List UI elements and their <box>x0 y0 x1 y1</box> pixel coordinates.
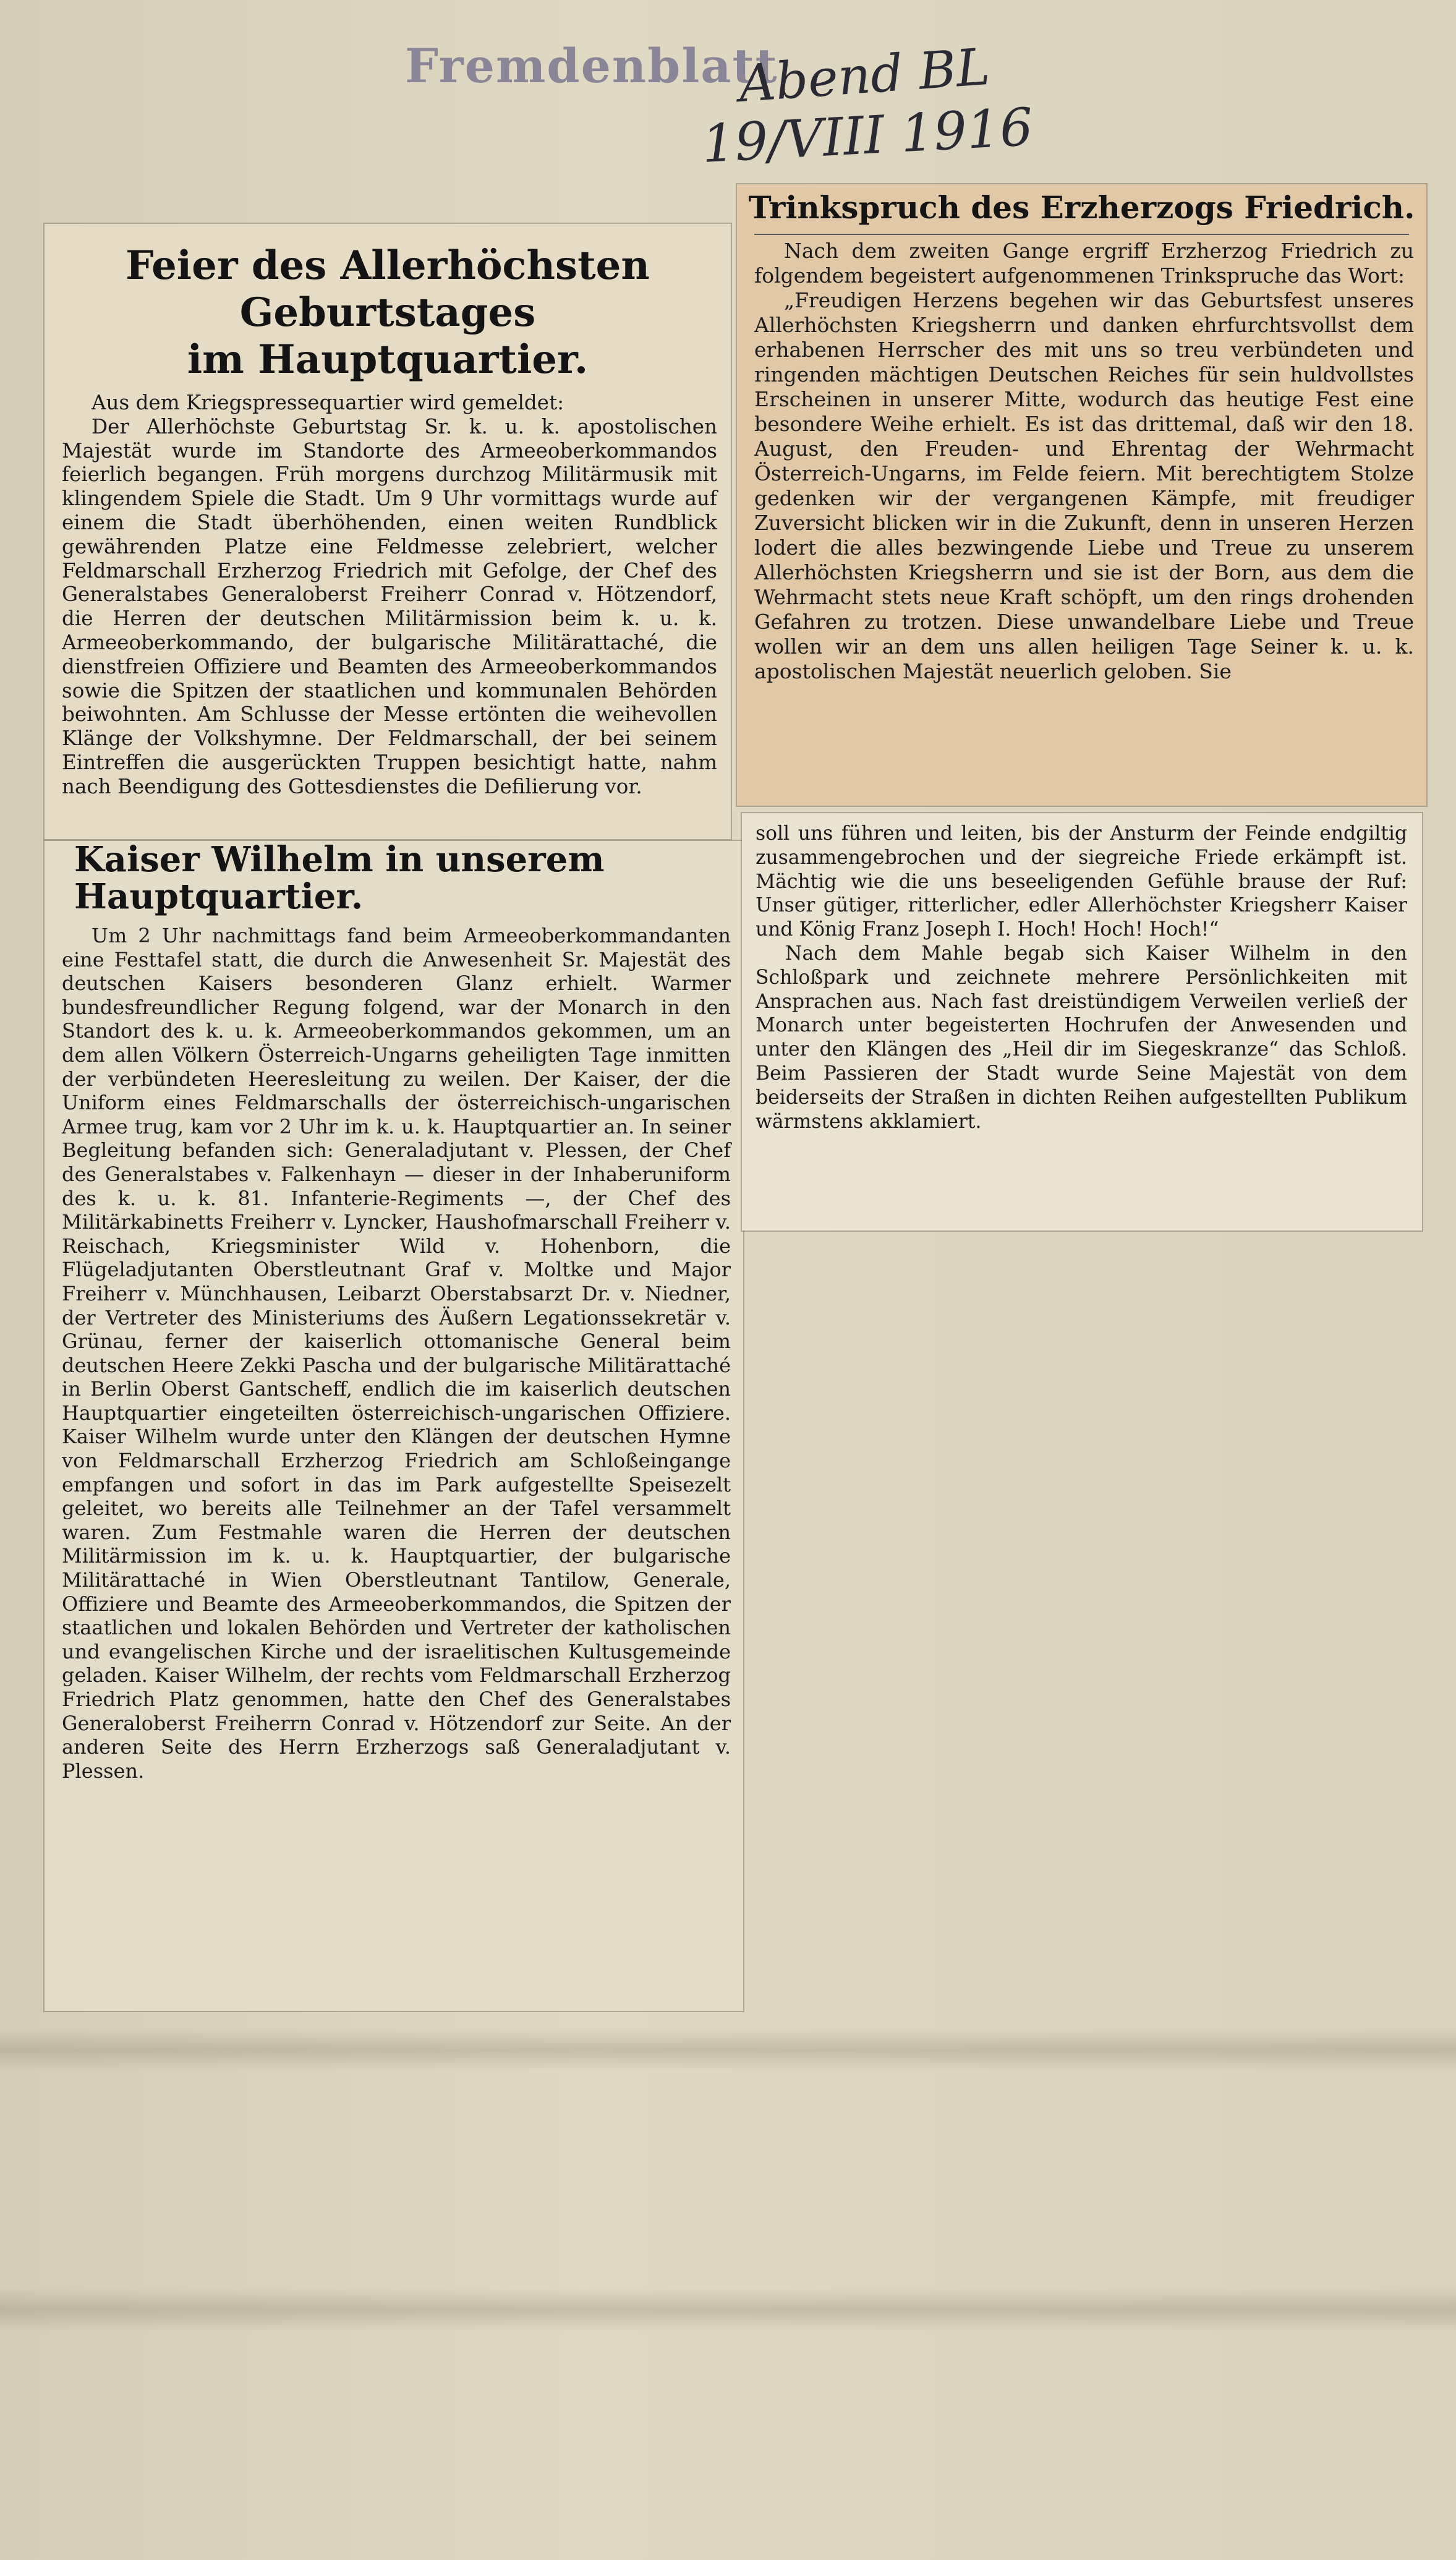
clipping-toast <box>737 184 1426 806</box>
clipping-kaiser-wilhelm <box>45 841 743 2011</box>
clipping-toast-continued <box>742 813 1422 1231</box>
article-closing: Nach dem Mahle begab sich Kaiser Wilhelm in den Schloßpark und zeichnete mehrere Persönlichkeiten mit Ansprachen aus. Nach fast dreistündigem Verweilen verließ der Monarch unter begeisterten Hochrufen der Anwesenden und unter den Klängen des „Heil dir im Siegeskranze“ das Schloß. Beim Passieren der Stadt wurde Seine Majestät von dem beiderseits der Straßen in dichten Reihen aufgestellten Publikum wärmstens akklamiert. <box>756 942 1407 1133</box>
handwritten-note: Abend BL <box>737 37 992 114</box>
clipping-birthday-celebration <box>45 224 731 839</box>
article-heading: Kaiser Wilhelm in unserem Hauptquartier. <box>74 841 605 917</box>
article-body <box>737 239 1426 684</box>
article-body <box>742 813 1422 1133</box>
paper-fold <box>0 2288 1456 2331</box>
toast-continued: soll uns führen und leiten, bis der Ansturm der Feinde endgiltig zusammengebrochen und der siegreiche Friede erkämpft ist. Mächtig wie die uns beseeligenden Gefühle brause der Ruf: Unser gütiger, ritterlicher, edler Allerhöchster Kriegsherr Kaiser und König Franz Joseph I. Hoch! Hoch! Hoch!“ <box>756 822 1407 941</box>
article-intro: Aus dem Kriegspressequartier wird gemeldet: <box>92 391 564 414</box>
article-text: Um 2 Uhr nachmittags fand beim Armeeoberkommandanten eine Festtafel statt, die durch die Anwesenheit Sr. Majestät des deutschen Kaisers besonderen Glanz erhielt. Warmer bundesfreundlicher Regung folgend, war der Monarch in den Standort des k. u. k. Armeeoberkommandos gekommen, um an dem allen Völkern Österreich-Ungarns geheiligten Tage inmitten der verbündeten Heeresleitung zu weilen. Der Kaiser, der die Uniform eines Feldmarschalls der österreichisch-ungarischen Armee trug, kam vor 2 Uhr im k. u. k. Hauptquartier an. In seiner Begleitung befanden sich: Generaladjutant v. Plessen, der Chef des Generalstabes v. Falkenhayn — dieser in der Inhaberuniform des k. u. k. 81. Infanterie-Regiments —, der Chef des Militärkabinetts Freiherr v. Lyncker, Haushofmarschall Freiherr v. Reischach, Kriegsminister Wild v. Hohenborn, die Flügeladjutanten Oberstleutnant Graf v. Moltke und Major Freiherr v. Münchhausen, Leibarzt Oberstabsarzt Dr. v. Niedner, der Vertreter des Ministeriums des Äußern Legationssekretär v. Grünau, ferner der kaiserlich ottomanische General beim deutschen Heere Zekki Pascha und der bulgarische Militärattaché in Berlin Oberst Gantscheff, endlich die im kaiserlich deutschen Hauptquartier eingeteilten österreichisch-ungarischen Offiziere. Kaiser Wilhelm wurde unter den Klängen der deutschen Hymne von Feldmarschall Erzherzog Friedrich am Schloßeingange empfangen und sofort in das im Park aufgestellte Speisezelt geleitet, wo bereits alle Teilnehmer an der Tafel versammelt waren. Zum Festmahle waren die Herren der deutschen Militärmission im k. u. k. Hauptquartier, der bulgarische Militärattaché in Wien Oberstleutnant Tantilow, Generale, Offiziere und Beamte des Armeeoberkommandos, die Spitzen der staatlichen und lokalen Behörden und Vertreter der katholischen und evangelischen Kirche und der israelitischen Kultusgemeinde geladen. Kaiser Wilhelm, der rechts vom Feldmarschall Erzherzog Friedrich Platz genommen, hatte den Chef des Generalstabes Generaloberst Freiherrn Conrad v. Hötzendorf zur Seite. An der anderen Seite des Herrn Erzherzogs saß Generaladjutant v. Plessen. <box>62 924 731 1783</box>
article-body <box>45 924 743 1783</box>
article-intro: Nach dem zweiten Gange ergriff Erzherzog Friedrich zu folgendem begeistert aufgenommenen Trinkspruche das Wort: <box>754 239 1414 288</box>
handwritten-date: 19/VIII 1916 <box>700 96 1035 174</box>
article-body <box>45 391 731 799</box>
article-text: Der Allerhöchste Geburtstag Sr. k. u. k. apostolischen Majestät wurde im Standorte des Armeeoberkommandos feierlich begangen. Früh morgens durchzog Militärmusik mit klingendem Spiele die Stadt. Um 9 Uhr vormittags wurde auf einem die Stadt überhöhenden, einen weiten Rundblick gewährenden Platze eine Feldmesse zelebriert, welcher Feldmarschall Erzherzog Friedrich mit Gefolge, der Chef des Generalstabes Generaloberst Freiherr Conrad v. Hötzendorf, die Herren der deutschen Militärmission beim k. u. k. Armeeoberkommando, der bulgarische Militärattaché, die dienstfreien Offiziere und Beamten des Armeeoberkommandos sowie die Spitzen der staatlichen und kommunalen Behörden beiwohnten. Am Schlusse der Messe ertönten die weihevollen Klänge der Volkshymne. Der Feldmarschall, der bei seinem Eintreffen die ausgerückten Truppen besichtigt hatte, nahm nach Beendigung des Gottesdienstes die Defilierung vor. <box>62 414 717 798</box>
article-heading: Feier des Allerhöchsten Geburtstages im Hauptquartier. <box>126 242 650 383</box>
paper-fold <box>0 2028 1456 2071</box>
article-heading: Trinkspruch des Erzherzogs Friedrich. <box>748 189 1415 226</box>
toast-text: „Freudigen Herzens begehen wir das Geburtsfest unseres Allerhöchsten Kriegsherrn und danken ehrfurchtsvollst dem erhabenen Herrscher des mit uns so treu verbündeten und ringenden mächtigen Deutschen Reiches für sein huldvollstes Erscheinen in unserer Mitte, wodurch das heutige Fest eine besondere Weihe erhielt. Es ist das drittemal, daß wir den 18. August, den Freuden- und Ehrentag der Wehrmacht Österreich-Ungarns, im Felde feiern. Mit berechtigtem Stolze gedenken wir der vergangenen Kämpfe, mit freudiger Zuversicht blicken wir in die Zukunft, denn in unseren Herzen lodert die alles bezwingende Liebe und Treue zu unserem Allerhöchsten Kriegsherrn und sie ist der Born, aus dem die Wehrmacht stets neue Kraft schöpft, um den rings drohenden Gefahren zu trotzen. Diese unwandelbare Liebe und Treue wollen wir an dem uns allen heiligen Tage Seiner k. u. k. apostolischen Majestät neuerlich geloben. Sie <box>754 288 1414 683</box>
newspaper-stamp: Fremdenblatt <box>405 38 778 93</box>
heading-rule <box>754 234 1409 235</box>
